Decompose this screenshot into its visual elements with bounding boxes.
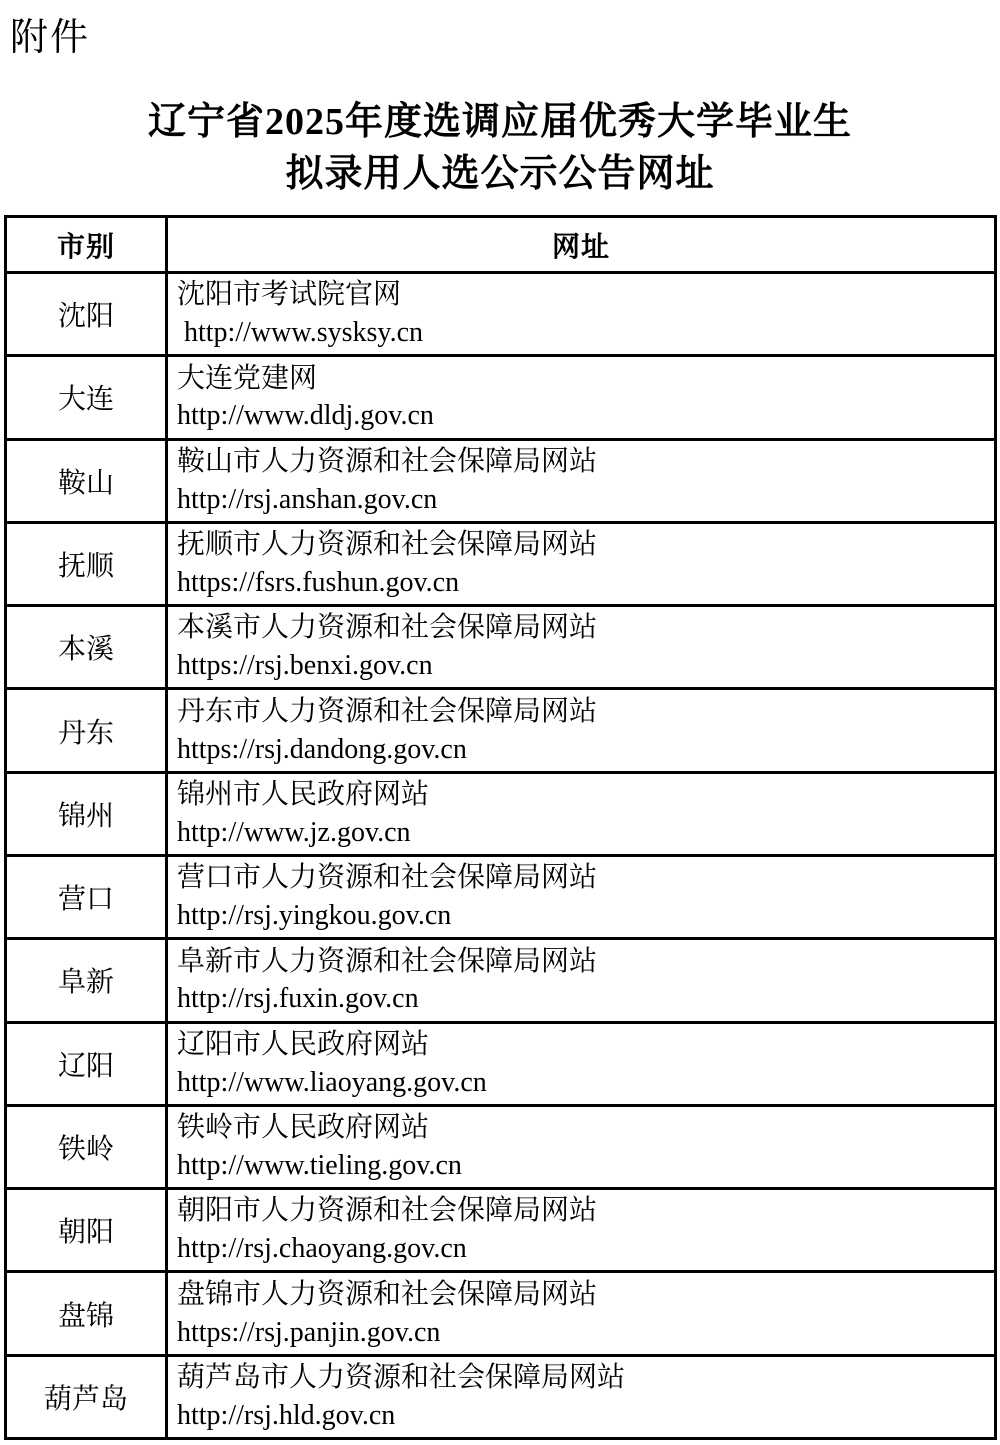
table-row (6, 1022, 996, 1105)
website-url: http://www.dldj.gov.cn (177, 400, 434, 432)
table-row (6, 356, 996, 439)
website-url: https://rsj.dandong.gov.cn (177, 733, 467, 765)
document-title (0, 96, 1000, 201)
city-name: 锦州 (6, 772, 167, 855)
city-name: 大连 (6, 356, 167, 439)
website-url: https://rsj.panjin.gov.cn (177, 1316, 441, 1348)
website-name: 本溪市人力资源和社会保障局网站 (177, 612, 598, 644)
table-row (6, 855, 996, 938)
website-name: 营口市人力资源和社会保障局网站 (177, 862, 598, 894)
website-cell (167, 1105, 996, 1188)
website-name: 铁岭市人民政府网站 (177, 1112, 430, 1144)
table-header-row (6, 217, 996, 273)
website-url: https://fsrs.fushun.gov.cn (177, 566, 460, 598)
table-row (6, 772, 996, 855)
website-cell (167, 606, 996, 689)
website-cell (167, 855, 996, 938)
website-url: http://rsj.yingkou.gov.cn (177, 900, 452, 932)
website-cell (167, 439, 996, 522)
website-url: http://www.sysksy.cn (177, 317, 424, 349)
column-header-city: 市别 (6, 217, 167, 273)
website-name: 大连党建网 (177, 362, 318, 394)
table-row (6, 606, 996, 689)
website-name: 丹东市人力资源和社会保障局网站 (177, 695, 598, 727)
website-cell (167, 772, 996, 855)
city-name: 葫芦岛 (6, 1355, 167, 1438)
website-name: 盘锦市人力资源和社会保障局网站 (177, 1278, 598, 1310)
city-name: 阜新 (6, 939, 167, 1022)
website-url: http://rsj.fuxin.gov.cn (177, 983, 419, 1015)
website-cell (167, 522, 996, 605)
table-row (6, 1189, 996, 1272)
website-cell (167, 939, 996, 1022)
website-cell (167, 689, 996, 772)
website-name: 阜新市人力资源和社会保障局网站 (177, 945, 598, 977)
table-row (6, 273, 996, 356)
city-name: 铁岭 (6, 1105, 167, 1188)
table-row (6, 439, 996, 522)
city-name: 鞍山 (6, 439, 167, 522)
table-row (6, 1105, 996, 1188)
website-url: http://rsj.anshan.gov.cn (177, 483, 438, 515)
document-title-line1: 辽宁省2025年度选调应届优秀大学毕业生 (147, 101, 852, 143)
city-name: 本溪 (6, 606, 167, 689)
city-name: 辽阳 (6, 1022, 167, 1105)
city-name: 朝阳 (6, 1189, 167, 1272)
website-cell (167, 273, 996, 356)
table-row (6, 939, 996, 1022)
attachment-label: 附件 (10, 17, 91, 59)
website-name: 葫芦岛市人力资源和社会保障局网站 (177, 1362, 626, 1394)
city-name: 营口 (6, 855, 167, 938)
website-url: http://rsj.chaoyang.gov.cn (177, 1233, 467, 1265)
website-cell (167, 356, 996, 439)
website-name: 沈阳市考试院官网 (177, 279, 402, 311)
website-cell (167, 1189, 996, 1272)
website-url: http://www.jz.gov.cn (177, 816, 411, 848)
table-row (6, 522, 996, 605)
website-url: https://rsj.benxi.gov.cn (177, 650, 433, 682)
city-name: 盘锦 (6, 1272, 167, 1355)
website-name: 鞍山市人力资源和社会保障局网站 (177, 445, 598, 477)
website-url: http://www.liaoyang.gov.cn (177, 1066, 487, 1098)
website-cell (167, 1355, 996, 1438)
city-name: 丹东 (6, 689, 167, 772)
website-cell (167, 1022, 996, 1105)
column-header-website: 网址 (167, 217, 996, 273)
table-row (6, 689, 996, 772)
table-row (6, 1272, 996, 1355)
website-name: 辽阳市人民政府网站 (177, 1028, 430, 1060)
website-url: http://rsj.hld.gov.cn (177, 1399, 396, 1431)
document-title-line2: 拟录用人选公示公告网址 (285, 153, 715, 196)
website-name: 锦州市人民政府网站 (177, 779, 430, 811)
website-name: 朝阳市人力资源和社会保障局网站 (177, 1195, 598, 1227)
table-row (6, 1355, 996, 1438)
city-name: 沈阳 (6, 273, 167, 356)
website-url: http://www.tieling.gov.cn (177, 1149, 462, 1181)
city-website-table (4, 215, 997, 1440)
website-cell (167, 1272, 996, 1355)
city-name: 抚顺 (6, 522, 167, 605)
website-name: 抚顺市人力资源和社会保障局网站 (177, 529, 598, 561)
